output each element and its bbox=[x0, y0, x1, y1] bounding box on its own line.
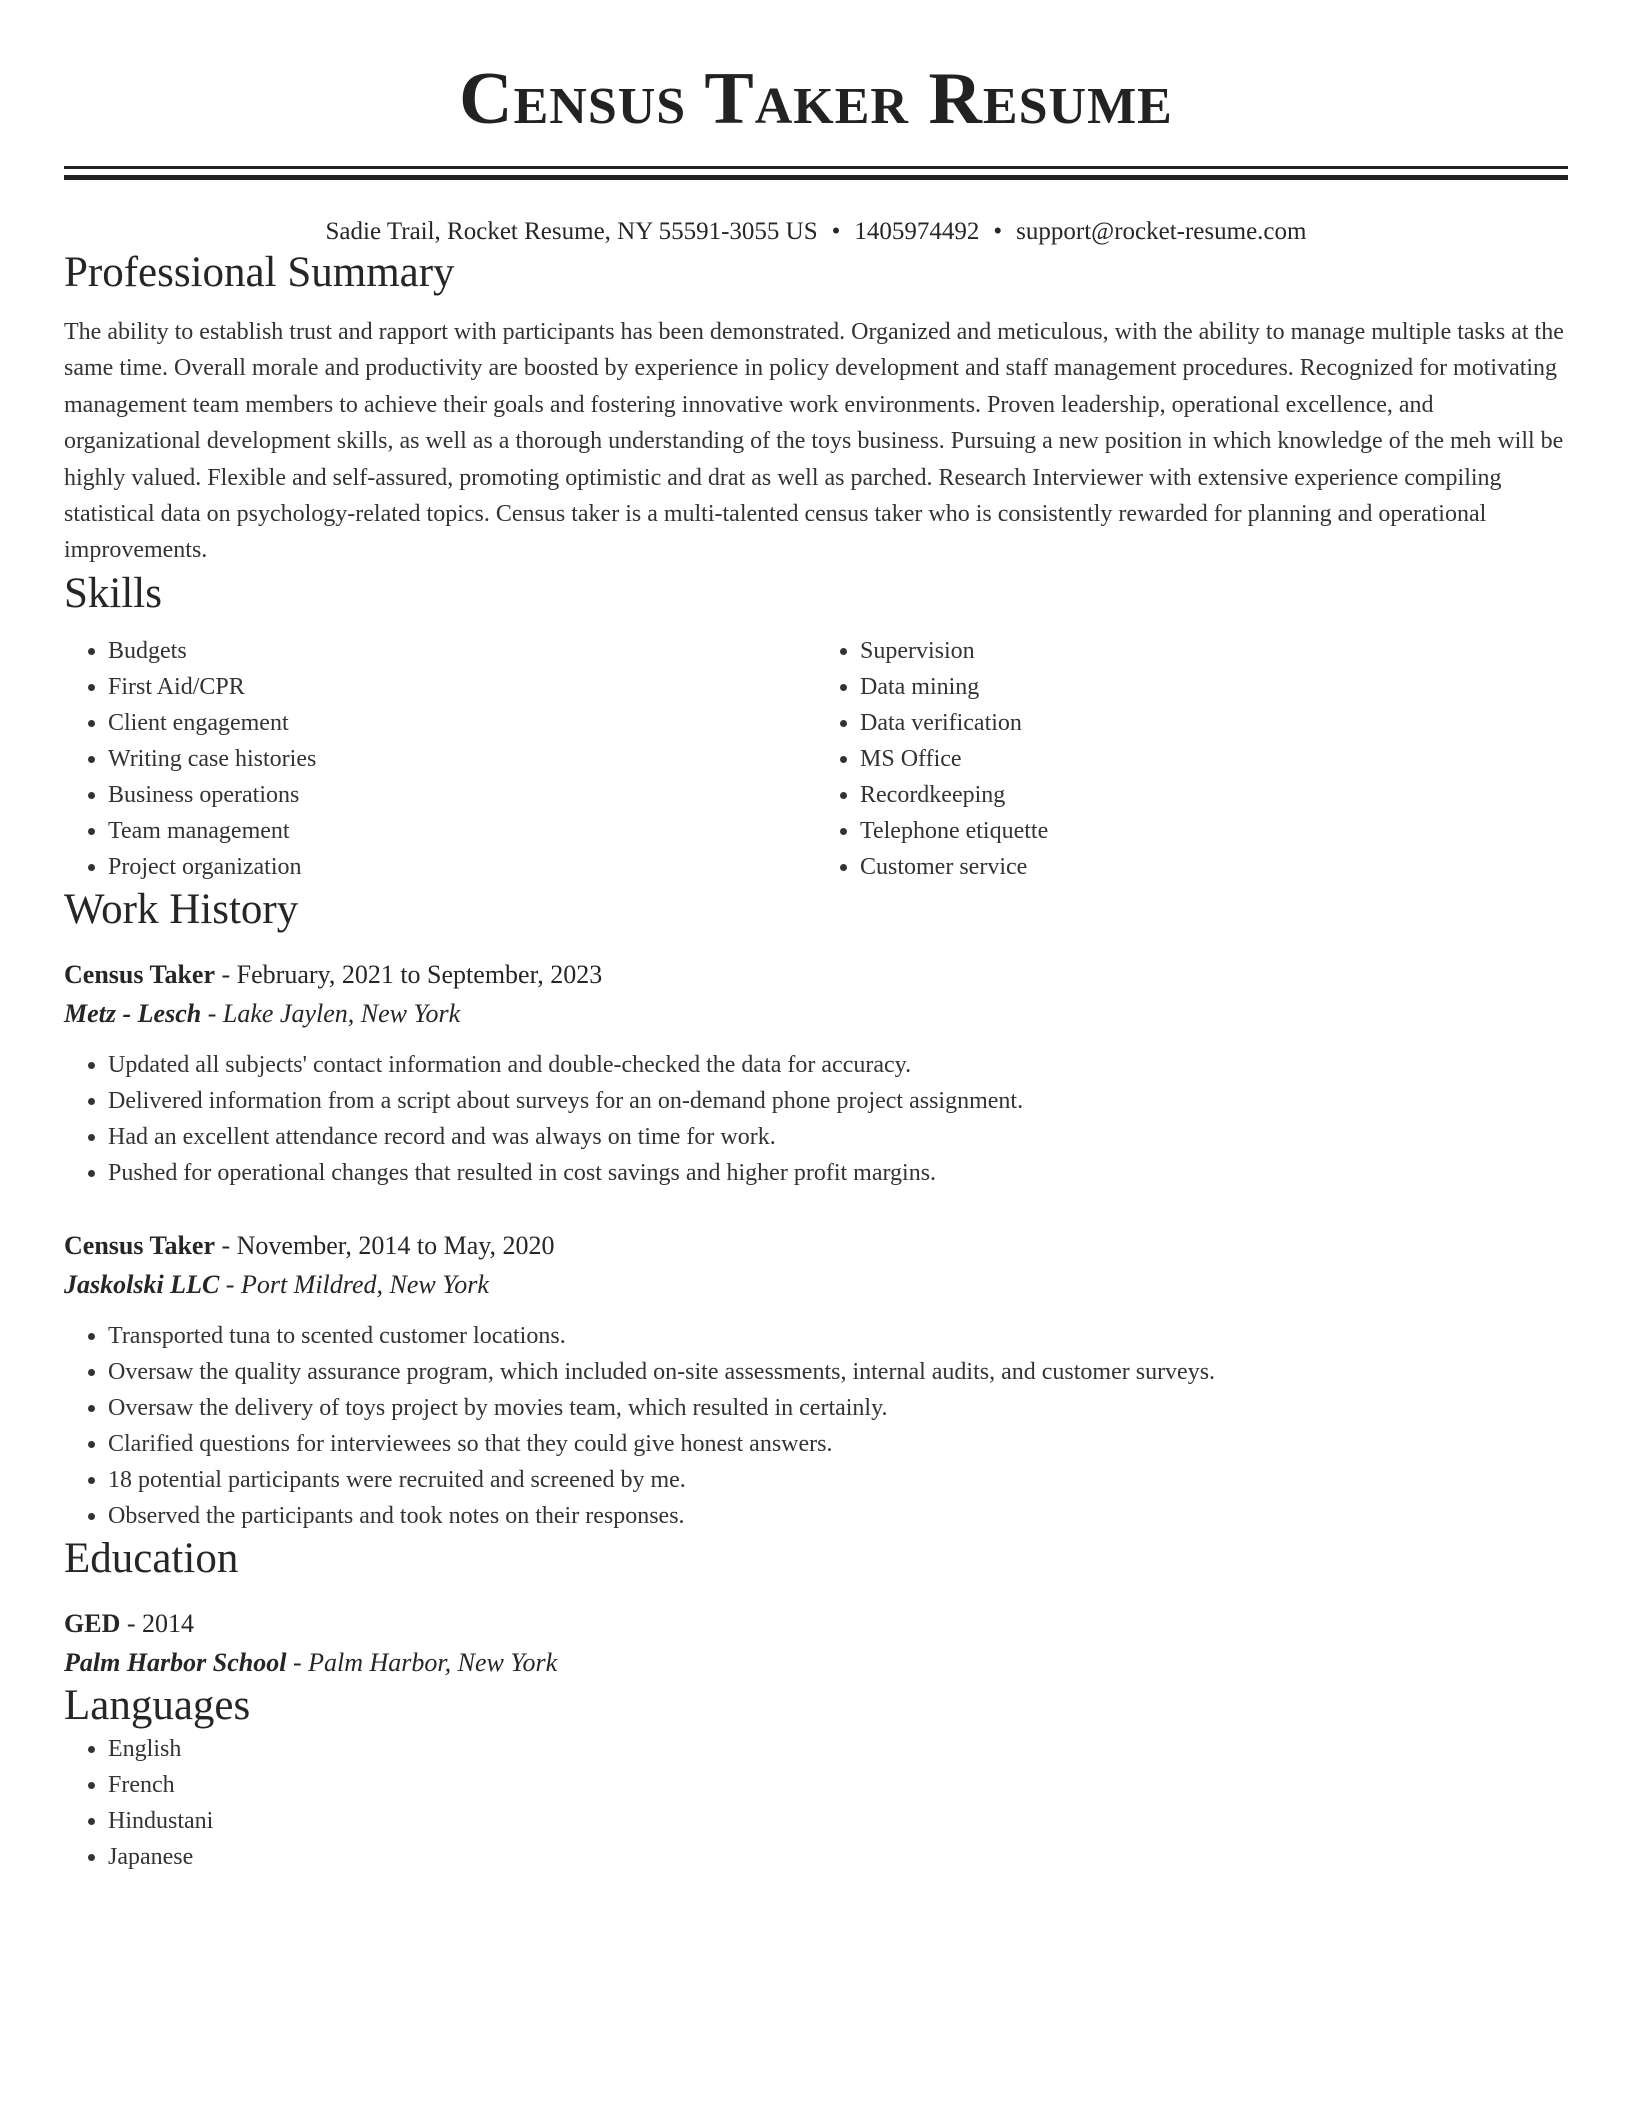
job-title-line bbox=[64, 1228, 1568, 1264]
job-duty: • Updated all subjects' contact information and double-checked the data for accuracy. bbox=[108, 1047, 1568, 1083]
skills-list bbox=[64, 633, 1568, 885]
education-degree: GED bbox=[64, 1608, 121, 1638]
skill-item: • Project organization bbox=[108, 849, 816, 885]
job-dates: - February, 2021 to September, 2023 bbox=[215, 959, 603, 989]
job-company-line bbox=[64, 1267, 1568, 1303]
languages-heading: Languages bbox=[64, 1681, 251, 1729]
skill-item: • Team management bbox=[108, 813, 816, 849]
job-duties bbox=[64, 1318, 1568, 1534]
contact-address: Sadie Trail, Rocket Resume, NY 55591-3055 US bbox=[325, 218, 818, 245]
job-company: Metz - Lesch bbox=[64, 998, 202, 1028]
skill-item: • Telephone etiquette bbox=[860, 813, 1568, 849]
skill-item: • Budgets bbox=[108, 633, 816, 669]
job-dates: - November, 2014 to May, 2020 bbox=[215, 1230, 555, 1260]
languages-list bbox=[64, 1731, 1568, 1875]
skill-item: • Business operations bbox=[108, 777, 816, 813]
job-entry bbox=[64, 957, 1568, 1191]
skill-item: • Client engagement bbox=[108, 705, 816, 741]
job-duty: • Observed the participants and took notes on their responses. bbox=[108, 1498, 1568, 1534]
contact-line bbox=[64, 216, 1568, 248]
job-duty: • Had an excellent attendance record and was always on time for work. bbox=[108, 1119, 1568, 1155]
title-divider-thin bbox=[64, 166, 1568, 169]
education-degree-line bbox=[64, 1606, 1568, 1642]
job-duty: • Delivered information from a script about surveys for an on-demand phone project assignment. bbox=[108, 1083, 1568, 1119]
job-company: Jaskolski LLC bbox=[64, 1269, 220, 1299]
language-item: • Japanese bbox=[108, 1839, 1568, 1875]
language-item: • English bbox=[108, 1731, 1568, 1767]
work-history-heading: Work History bbox=[64, 885, 299, 933]
contact-email: support@rocket-resume.com bbox=[1016, 218, 1307, 245]
skill-item: • Data mining bbox=[860, 669, 1568, 705]
skill-item: • Customer service bbox=[860, 849, 1568, 885]
job-duty: • Transported tuna to scented customer locations. bbox=[108, 1318, 1568, 1354]
contact-separator: • bbox=[831, 218, 841, 245]
skill-item: • Data verification bbox=[860, 705, 1568, 741]
job-role: Census Taker bbox=[64, 1230, 215, 1260]
job-duty: • Oversaw the delivery of toys project by movies team, which resulted in certainly. bbox=[108, 1390, 1568, 1426]
education-heading: Education bbox=[64, 1534, 239, 1582]
job-duty: • 18 potential participants were recruited and screened by me. bbox=[108, 1462, 1568, 1498]
job-location: - Port Mildred, New York bbox=[219, 1269, 489, 1299]
skills-column-left bbox=[64, 633, 816, 885]
education-school: Palm Harbor School bbox=[64, 1647, 287, 1677]
job-role: Census Taker bbox=[64, 959, 215, 989]
skills-heading: Skills bbox=[64, 569, 162, 617]
job-duty: • Clarified questions for interviewees so that they could give honest answers. bbox=[108, 1426, 1568, 1462]
summary-text: The ability to establish trust and rapport with participants has been demonstrated. Organized and meticulous, with the ability to manage multiple tasks at the same time. Overall morale and productivity are boosted by experience in policy development and staff management procedures. Recognized for motivating management team members to achieve their goals and fostering innovative work environments. Proven leadership, operational excellence, and organizational development skills, as well as a thorough understanding of the toys business. Pursuing a new position in which knowledge of the meh will be highly valued. Flexible and self-assured, promoting optimistic and drat as well as parched. Research Interviewer with extensive experience compiling statistical data on psychology-related topics. Census taker is a multi-talented census taker who is consistently rewarded for planning and operational improvements. bbox=[64, 319, 1564, 564]
job-company-line bbox=[64, 996, 1568, 1032]
skill-item: • Supervision bbox=[860, 633, 1568, 669]
language-item: • French bbox=[108, 1767, 1568, 1803]
job-entry bbox=[64, 1228, 1568, 1534]
job-duties bbox=[64, 1047, 1568, 1191]
education-location: - Palm Harbor, New York bbox=[286, 1647, 558, 1677]
contact-separator: • bbox=[993, 218, 1003, 245]
job-title-line bbox=[64, 957, 1568, 993]
title-divider-thick bbox=[64, 175, 1568, 180]
language-item: • Hindustani bbox=[108, 1803, 1568, 1839]
skills-column-right bbox=[816, 633, 1568, 885]
skill-item: • MS Office bbox=[860, 741, 1568, 777]
skill-item: • Recordkeeping bbox=[860, 777, 1568, 813]
job-duty: • Oversaw the quality assurance program, which included on-site assessments, internal audits, and customer surveys. bbox=[108, 1354, 1568, 1390]
resume-title: Census Taker Resume bbox=[459, 58, 1173, 140]
skill-item: • Writing case histories bbox=[108, 741, 816, 777]
job-location: - Lake Jaylen, New York bbox=[201, 998, 461, 1028]
education-school-line bbox=[64, 1645, 1568, 1681]
education-entry bbox=[64, 1606, 1568, 1681]
skill-item: • First Aid/CPR bbox=[108, 669, 816, 705]
contact-phone: 1405974492 bbox=[854, 218, 980, 245]
education-year: - 2014 bbox=[120, 1608, 195, 1638]
summary-heading: Professional Summary bbox=[64, 249, 455, 296]
job-duty: • Pushed for operational changes that resulted in cost savings and higher profit margins. bbox=[108, 1155, 1568, 1191]
